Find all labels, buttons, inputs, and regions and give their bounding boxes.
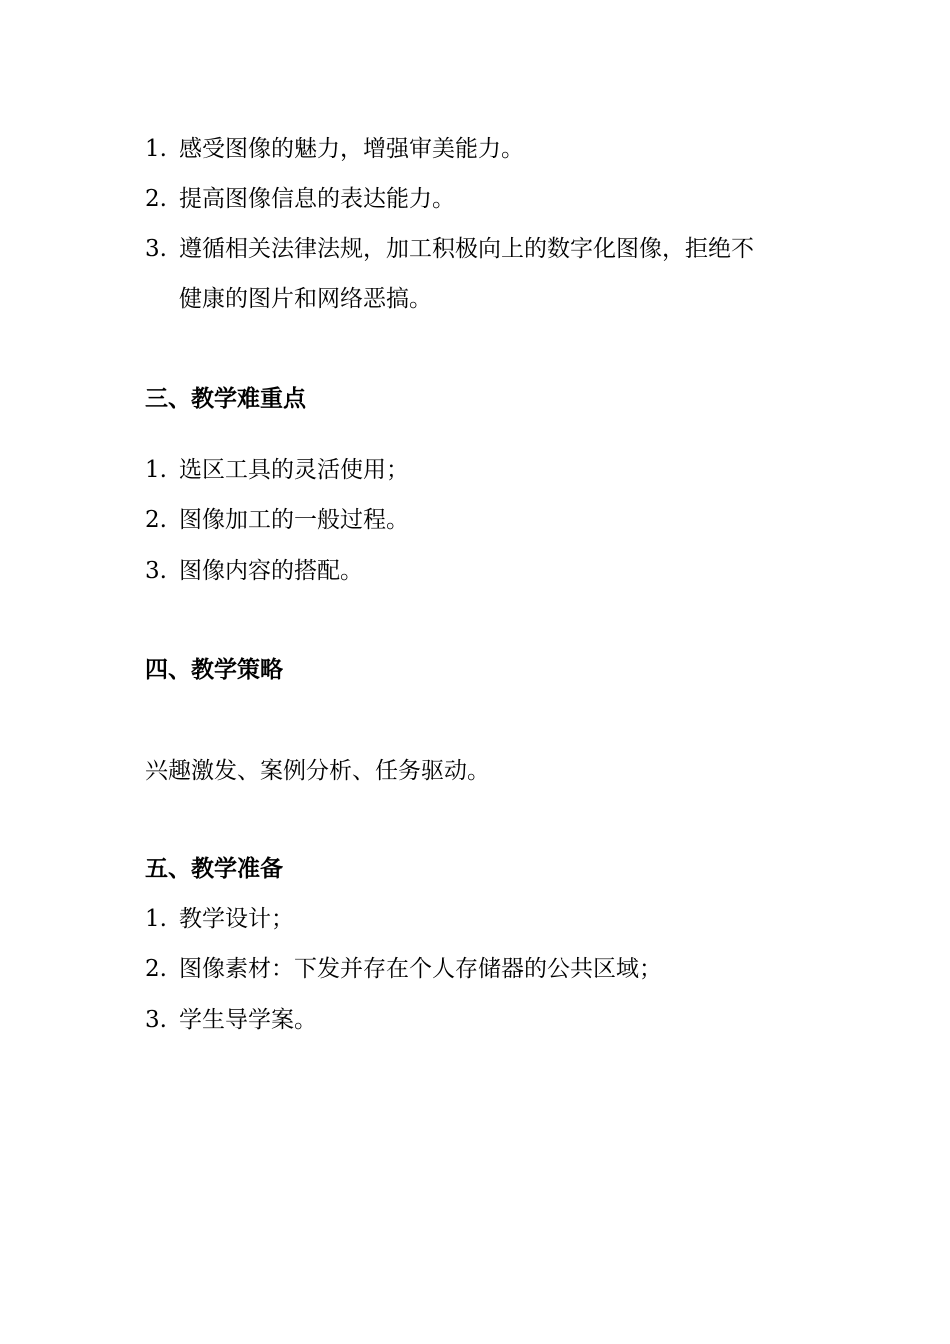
list-text: 图像加工的一般过程。 xyxy=(179,507,409,533)
section-heading: 三、教学难重点 xyxy=(145,385,306,412)
list-item xyxy=(145,234,754,264)
section-heading: 四、教学策略 xyxy=(145,656,283,683)
list-item xyxy=(145,904,294,934)
paragraph: 兴趣激发、案例分析、任务驱动。 xyxy=(145,758,490,784)
list-text: 教学设计； xyxy=(179,906,294,932)
list-number: 3. xyxy=(145,1007,167,1033)
list-text: 遵循相关法律法规，加工积极向上的数字化图像，拒绝不 xyxy=(179,236,754,262)
list-item xyxy=(145,556,363,586)
list-number: 3. xyxy=(145,236,167,262)
list-number: 2. xyxy=(145,186,167,212)
list-number: 1. xyxy=(145,457,167,483)
section-heading: 五、教学准备 xyxy=(145,855,283,882)
list-number: 3. xyxy=(145,558,167,584)
list-text: 感受图像的魅力，增强审美能力。 xyxy=(179,136,524,162)
list-item xyxy=(145,134,524,164)
list-text: 提高图像信息的表达能力。 xyxy=(179,186,455,212)
list-item xyxy=(145,505,409,535)
list-item xyxy=(145,1005,317,1035)
list-text: 图像内容的搭配。 xyxy=(179,558,363,584)
list-item xyxy=(145,455,409,485)
list-item xyxy=(145,954,662,984)
list-number: 2. xyxy=(145,956,167,982)
list-item xyxy=(145,184,455,214)
list-number: 1. xyxy=(145,906,167,932)
list-text: 学生导学案。 xyxy=(179,1007,317,1033)
list-text-continuation: 健康的图片和网络恶搞。 xyxy=(179,286,432,312)
list-number: 1. xyxy=(145,136,167,162)
list-text: 图像素材：下发并存在个人存储器的公共区域； xyxy=(179,956,662,982)
list-number: 2. xyxy=(145,507,167,533)
list-text: 选区工具的灵活使用； xyxy=(179,457,409,483)
